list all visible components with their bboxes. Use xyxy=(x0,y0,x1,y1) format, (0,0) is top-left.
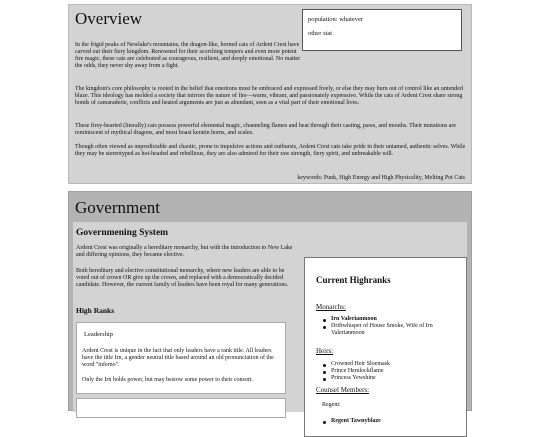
list-item: Crowned Heir Sloemask xyxy=(322,361,462,368)
government-paragraph: Ardent Crest was originally a hereditary monarchy, but with the introduction to New Lake and differing opinions, they became elective. xyxy=(76,245,293,258)
governing-system-heading: Governmening System xyxy=(76,228,169,238)
list-item: Regent Tawnyblaze xyxy=(322,418,462,425)
stat-box xyxy=(302,9,462,51)
monarchs-label: Monarchs: xyxy=(316,303,346,311)
highranks-card xyxy=(304,257,467,437)
council-label: Counsel Members: xyxy=(316,386,370,394)
list-item: Prince Hemlockflame xyxy=(322,368,462,375)
heirs-list xyxy=(322,361,462,382)
leadership-title: Leadership xyxy=(84,331,113,338)
overview-paragraph: Though often viewed as unpredictable and chaotic, prone to impulsive actions and outbursts, Ardent Crest cats take pride in their untamed, authentic selves. While they may be stereotyped as hot-headed and rebellious, they are also admired for their raw strength, fiery spirit, and unbreakable will. xyxy=(75,144,466,157)
overview-paragraph: In the frigid peaks of Newlake's mountains, the dragon-like, horned cats of Ardent Crest have carved out their fiery kingdom. Renowned for their scorching tempers and even more potent fire magic, these cats are celebrated as courageous, resilient, and deeply emotional. No matter the odds, they never shy away from a fight. xyxy=(75,42,301,69)
overview-title: Overview xyxy=(75,9,143,28)
regent-label: Regent: xyxy=(322,402,341,408)
overview-section xyxy=(68,4,472,184)
heirs-label: Heirs: xyxy=(316,347,334,355)
keywords: keywords: Punk, High Energy and High Physicality, Melting Pot Cats xyxy=(297,175,465,181)
list-item: Princess Yewshine xyxy=(322,375,462,382)
highranks-title: Current Highranks xyxy=(316,275,391,285)
list-item: Irn Valerianmoon xyxy=(322,316,462,323)
list-item: Driftwhisper of House Smoke, Wife of Irn Valerianmoon xyxy=(322,323,462,337)
leadership-card xyxy=(76,322,286,394)
stat-other: other stat xyxy=(308,30,333,37)
monarchs-list xyxy=(322,316,462,337)
regent-list xyxy=(322,418,462,425)
stat-population: population: whatever xyxy=(308,16,364,23)
next-card xyxy=(76,398,286,418)
overview-paragraph: These firey-hearted (literally) cats possess powerful elemental magic, channeling flames and heat through their casting, paws, and mouths. Their mutations are reminiscent of mythical dragons, and most boast keratin horns, and scales. xyxy=(75,123,457,136)
government-paragraph: Both hereditary and elective constitutional monarchy, where new leaders are able to be voted out of crown OR give up the crown, and replaced with a democratically decided candidate. However, the current family of leaders have been royal for many generations. xyxy=(76,268,289,288)
high-ranks-heading: High Ranks xyxy=(76,306,115,315)
leadership-paragraph: Only the Irn holds power, but may bestow some power to their consort. xyxy=(82,377,254,383)
government-section xyxy=(68,191,472,424)
government-title: Government xyxy=(75,198,160,217)
overview-paragraph: The kingdom's core philosophy is rooted in the belief that emotions must be embraced and expressed freely, or else they may burn out of control like an untended blaze. This ideology has molded a society that mirrors the nature of fire—warm, vibrant, and passionately expressive. While the cats of Ardent Crest share strong bonds of camaraderie, conflicts and heated arguments are just as abundant, seen as a vital part of their emotional lives. xyxy=(75,86,463,106)
leadership-paragraph: Ardent Crest is unique in the fact that only leaders have a rank title. All leaders have the title Irn, a gender neutral title based around an old pronunciation of the word "inferno". xyxy=(82,348,274,368)
government-content xyxy=(73,222,467,424)
